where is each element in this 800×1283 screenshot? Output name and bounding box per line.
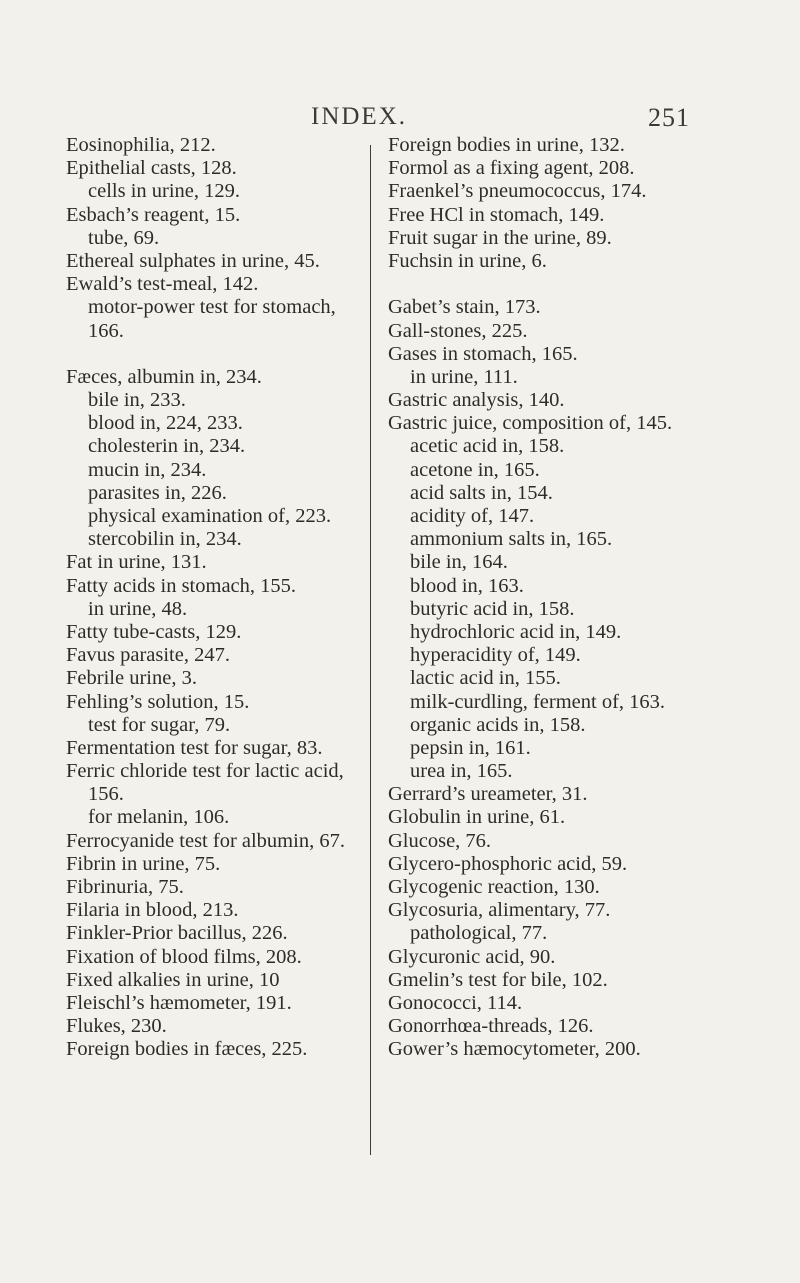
index-column-right — [388, 134, 796, 1062]
index-entry: Fat in urine, 131. — [66, 551, 207, 574]
index-entry: Gonococci, 114. — [388, 991, 523, 1014]
index-entry: Fruit sugar in the urine, 89. — [388, 226, 612, 249]
index-entry: lactic acid in, 155. — [410, 667, 561, 690]
section-gap — [388, 273, 796, 296]
index-entry: Gmelin’s test for bile, 102. — [388, 968, 608, 991]
index-entry: Glucose, 76. — [388, 829, 492, 852]
index-entry: Gastric analysis, 140. — [388, 389, 565, 412]
index-entry: acidity of, 147. — [410, 505, 535, 527]
running-head — [0, 103, 800, 133]
index-entry: in urine, 48. — [88, 597, 188, 620]
page-number: 251 — [648, 103, 690, 132]
index-entry: Epithelial casts, 128. — [66, 157, 237, 180]
index-entry: Fehling’s solution, 15. — [66, 690, 250, 713]
index-entry: Ferrocyanide test for albumin, 67. — [66, 829, 345, 852]
index-entry: Fibrin in urine, 75. — [66, 852, 221, 875]
index-entry: bile in, 164. — [410, 551, 508, 574]
index-entry: acid salts in, 154. — [410, 481, 553, 504]
index-entry: parasites in, 226. — [88, 481, 227, 504]
index-entry: butyric acid in, 158. — [410, 597, 575, 620]
index-entry: ammonium salts in, 165. — [410, 528, 613, 551]
index-entry: Glycosuria, alimentary, 77. — [388, 899, 611, 922]
index-entry: Flukes, 230. — [66, 1015, 167, 1038]
index-entry: Glycogenic reaction, 130. — [388, 876, 600, 898]
index-entry: stercobilin in, 234. — [88, 528, 242, 551]
index-entry: cells in urine, 129. — [88, 180, 241, 203]
index-entry: milk-curdling, ferment of, 163. — [410, 690, 666, 713]
index-entry: blood in, 163. — [410, 574, 524, 597]
index-entry: blood in, 224, 233. — [88, 412, 243, 435]
index-entry: Foreign bodies in fæces, 225. — [66, 1038, 308, 1061]
index-entry: organic acids in, 158. — [410, 713, 586, 736]
running-title: INDEX. — [311, 103, 408, 130]
index-entry: test for sugar, 79. — [88, 713, 231, 736]
index-entry: Gerrard’s ureameter, 31. — [388, 783, 588, 806]
index-entry: Fleischl’s hæmometer, 191. — [66, 991, 292, 1014]
index-entry: hyperacidity of, 149. — [410, 644, 581, 667]
index-entry: physical examination of, 223. — [88, 505, 332, 527]
index-entry: Globulin in urine, 61. — [388, 806, 566, 829]
index-entry: Fibrinuria, 75. — [66, 876, 184, 898]
index-entry: urea in, 165. — [410, 760, 513, 783]
index-entry: Eosinophilia, 212. — [66, 134, 216, 156]
index-entry: Gonorrhœa-threads, 126. — [388, 1015, 594, 1038]
index-entry: Gabet’s stain, 173. — [388, 296, 541, 319]
index-entry: Ethereal sulphates in urine, 45. — [66, 249, 320, 272]
index-entry: 166. — [88, 319, 124, 342]
index-entry: Fatty tube-casts, 129. — [66, 620, 242, 643]
index-entry: motor-power test for stomach, — [88, 296, 336, 319]
index-entry: Gastric juice, composition of, 145. — [388, 412, 673, 435]
index-entry: Gall-stones, 225. — [388, 319, 528, 342]
index-entry: Ewald’s test-meal, 142. — [66, 273, 259, 296]
index-entry: Glycuronic acid, 90. — [388, 945, 556, 968]
index-entry: Filaria in blood, 213. — [66, 899, 239, 922]
index-entry: Esbach’s reagent, 15. — [66, 203, 241, 226]
section-gap — [66, 343, 366, 366]
index-entry: Febrile urine, 3. — [66, 667, 197, 690]
index-entry: tube, 69. — [88, 226, 160, 249]
index-entry: pathological, 77. — [410, 922, 548, 945]
index-entry: acetic acid in, 158. — [410, 435, 565, 458]
index-entry: cholesterin in, 234. — [88, 435, 246, 458]
index-entry: Fatty acids in stomach, 155. — [66, 574, 297, 597]
index-entry: Glycero-phosphoric acid, 59. — [388, 852, 628, 875]
index-entry: Fixation of blood films, 208. — [66, 945, 302, 968]
index-entry: 156. — [88, 783, 124, 806]
index-entry: Ferric chloride test for lactic acid, — [66, 760, 344, 783]
index-entry: Gower’s hæmocytometer, 200. — [388, 1038, 641, 1061]
index-entry: in urine, 111. — [410, 365, 518, 388]
index-entry: Fæces, albumin in, 234. — [66, 365, 262, 388]
index-entry: pepsin in, 161. — [410, 736, 531, 759]
index-column-left — [66, 134, 366, 1062]
index-entry: Finkler-Prior bacillus, 226. — [66, 922, 288, 945]
index-entry: Fraenkel’s pneumococcus, 174. — [388, 180, 647, 203]
index-entry: bile in, 233. — [88, 389, 186, 412]
index-entry: for melanin, 106. — [88, 806, 230, 829]
index-entry: Foreign bodies in urine, 132. — [388, 134, 625, 156]
index-entry: mucin in, 234. — [88, 458, 207, 481]
index-entry: Formol as a fixing agent, 208. — [388, 157, 635, 180]
index-entry: Fixed alkalies in urine, 10 — [66, 968, 280, 991]
index-entry: hydrochloric acid in, 149. — [410, 620, 622, 643]
column-divider — [370, 145, 371, 1155]
index-entry: Free HCl in stomach, 149. — [388, 203, 605, 226]
index-entry: Fuchsin in urine, 6. — [388, 249, 547, 272]
index-entry: Fermentation test for sugar, 83. — [66, 736, 323, 759]
index-entry: Favus parasite, 247. — [66, 644, 230, 667]
index-entry: acetone in, 165. — [410, 458, 540, 481]
index-entry: Gases in stomach, 165. — [388, 342, 578, 365]
